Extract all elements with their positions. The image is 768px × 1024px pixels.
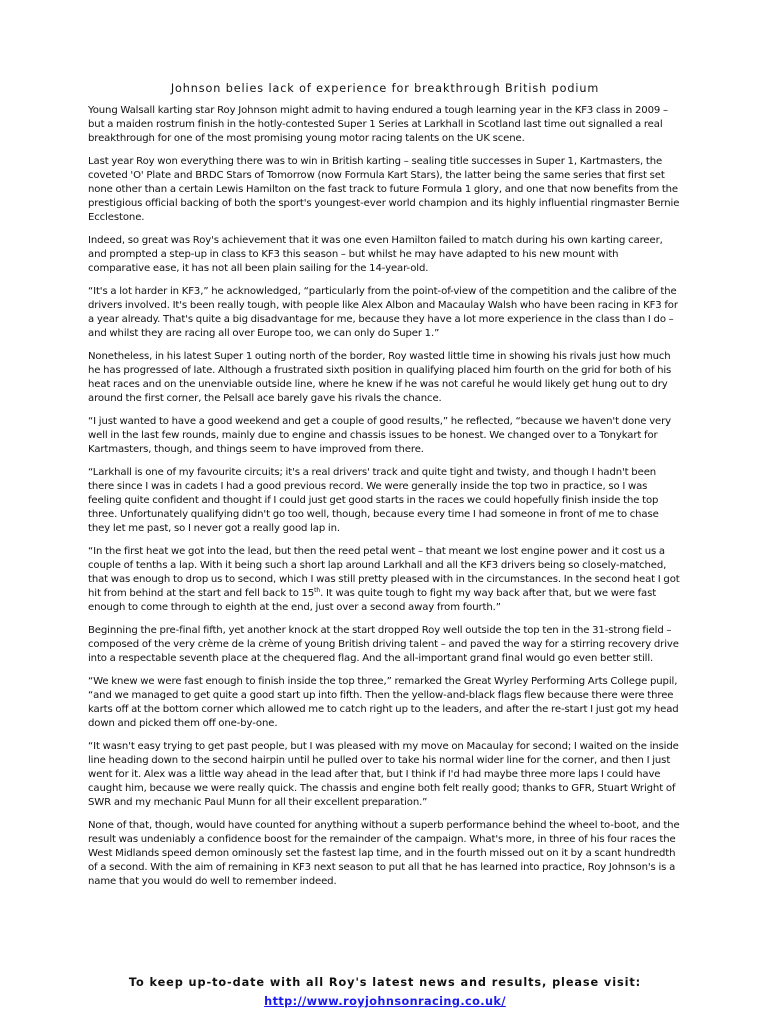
- article-paragraph: Last year Roy won everything there was to win in British karting – sealing title successes in Super 1, Kartmasters, the coveted 'O' Plate and BRDC Stars of Tomorrow (now Formula Kart Stars), the latter being the same series that first set none other than a certain Lewis Hamilton on the fast track to future Formula 1 glory, and one that now benefits from the prestigious official backing of both the sport's youngest-ever world champion and its highly influential ringmaster Bernie Ecclestone.: [88, 156, 680, 223]
- article-title: Johnson belies lack of experience for breakthrough British podium: [170, 82, 600, 95]
- article-paragraph: None of that, though, would have counted for anything without a superb performance behind the wheel to-boot, and the result was undeniably a confidence boost for the remainder of the campaign. What's more, in three of his four races the West Midlands speed demon ominously set the fastest lap time, and in the fourth missed out on it by a scant hundredth of a second. With the aim of remaining in KF3 next season to put all that he has learned into practice, Roy Johnson's is a name that you would do well to remember indeed.: [88, 820, 680, 887]
- footer-text: To keep up-to-date with all Roy's latest news and results, please visit:: [128, 976, 642, 989]
- website-link[interactable]: http://www.royjohnsonracing.co.uk/: [264, 995, 506, 1008]
- article-paragraph: “It wasn't easy trying to get past people, but I was pleased with my move on Macaulay for second; I waited on the inside line heading down to the second hairpin until he pulled over to take his normal wider line for the corner, and then I just went for it. Alex was a little way ahead in the lead after that, but I think if I'd had maybe three more laps I could have caught him, because we were really quick. The chassis and engine both felt really good; thanks to GFR, Stuart Wright of SWR and my mechanic Paul Munn for all their excellent preparation.”: [88, 741, 679, 808]
- article-paragraph-first-heat: [88, 545, 682, 615]
- footer: [88, 976, 682, 1009]
- article-paragraph: “I just wanted to have a good weekend and get a couple of good results,” he reflected, “because we haven't done very well in the last few rounds, mainly due to engine and chassis issues to be honest. We changed over to a Tonykart for Kartmasters, though, and things seem to have improved from there.: [88, 416, 672, 455]
- article-paragraph: Beginning the pre-final fifth, yet another knock at the start dropped Roy well outside the top ten in the 31-strong field – composed of the very crème de la crème of young British driving talent – and paved the way for a stirring recovery drive into a respectable seventh place at the chequered flag. And the all-important grand final would go even better still.: [88, 625, 679, 664]
- article-paragraph: Nonetheless, in his latest Super 1 outing north of the border, Roy wasted little time in showing his rivals just how much he has progressed of late. Although a frustrated sixth position in qualifying placed him fourth on the grid for both of his heat races and on the unenviable outside line, where he knew if he was not careful he would likely get hung out to dry around the first corner, the Pelsall ace barely gave his rivals the chance.: [88, 351, 672, 404]
- first-heat-text-continued: . It was quite tough to fight my way back after that, but we were fast enough to come through to eighth at the end, just over a second away from fourth.”: [88, 587, 657, 613]
- ordinal-suffix: th: [314, 586, 321, 594]
- article-paragraph: “Larkhall is one of my favourite circuits; it's a real drivers' track and quite tight and twisty, and though I hadn't been there since I was in cadets I had a good previous record. We were generally inside the top two in practice, so I was feeling quite confident and thought if I could just get good starts in the races we could hopefully finish inside the top three. Unfortunately qualifying didn't go too well, though, because every time I had someone in front of me to chase they let me past, so I never got a really good lap in.: [88, 467, 659, 534]
- article-paragraph: “It's a lot harder in KF3,” he acknowledged, “particularly from the point-of-view of the competition and the calibre of the drivers involved. It's been really tough, with people like Alex Albon and Macaulay Walsh who have been racing in KF3 for a year already. That's quite a big disadvantage for me, because they have a lot more experience in the class than I do – and whilst they are racing all over Europe too, we can only do Super 1.”: [88, 286, 678, 339]
- article-paragraph: Indeed, so great was Roy's achievement that it was one even Hamilton failed to match during his own karting career, and prompted a step-up in class to KF3 this season – but whilst he may have adapted to his new mount with comparative ease, it has not all been plain sailing for the 14-year-old.: [88, 235, 663, 274]
- first-heat-text: “In the first heat we got into the lead, but then the reed petal went – that meant we lost engine power and it cost us a couple of tenths a lap. With it being such a short lap around Larkhall and all the KF3 drivers being so closely-matched, that was enough to drop us to second, which I was still pretty pleased with in the circumstances. In the second heat I got hit from behind at the start and fell back to 15: [88, 546, 680, 599]
- article-paragraph: Young Walsall karting star Roy Johnson might admit to having endured a tough learning year in the KF3 class in 2009 – but a maiden rostrum finish in the hotly-contested Super 1 Series at Larkhall in Scotland last time out signalled a real breakthrough for one of the most promising young motor racing talents on the UK scene.: [88, 105, 668, 144]
- article: [88, 82, 682, 898]
- article-paragraph: “We knew we were fast enough to finish inside the top three,” remarked the Great Wyrley Performing Arts College pupil, “and we managed to get quite a good start up into fifth. Then the yellow-and-black flags flew because there were three karts off at the bottom corner which allowed me to catch right up to the leaders, and after the re-start I just got my head down and picked them off one-by-one.: [88, 676, 679, 729]
